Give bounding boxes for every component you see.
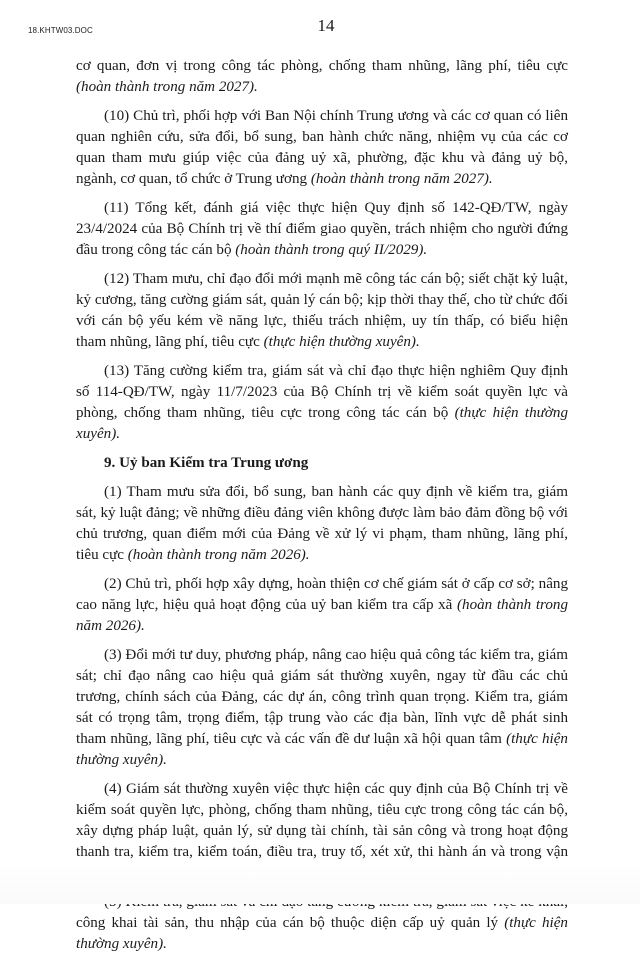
section-paragraph-1: (1) Tham mưu sửa đổi, bổ sung, ban hành các quy định về kiểm tra, giám sát, kỷ luật đảng; về những điều đảng viên không được làm bảo đảm đồng bộ với chủ trương, quan điểm mới của Đảng về xử lý vi phạm, tham nhũng, lãng phí, tiêu cực (hoàn thành trong năm 2026). <box>76 484 568 563</box>
section-paragraph-4: (4) Giám sát thường xuyên việc thực hiện các quy định của Bộ Chính trị về kiểm soát quyền lực, phòng, chống tham nhũng, tiêu cực trong công tác cán bộ, xây dựng pháp luật, quản lý, sử dụng tài chính, tài sản công và trong hoạt động thanh tra, kiểm tra, kiểm toán, điều tra, truy tố, xét xử, thi hành án và trong vận <box>76 781 568 860</box>
paragraph-item-12: (12) Tham mưu, chỉ đạo đổi mới mạnh mẽ công tác cán bộ; siết chặt kỷ luật, kỷ cương, tăng cường giám sát, quản lý cán bộ; kịp thời thay thế, cho từ chức đối với cán bộ yếu kém về năng lực, thiếu trách nhiệm, uy tín thấp, có biểu hiện tham nhũng, lãng phí, tiêu cực (thực hiện thường xuyên). <box>76 271 568 350</box>
paragraph-item-13: (13) Tăng cường kiểm tra, giám sát và chỉ đạo thực hiện nghiêm Quy định số 114-QĐ/TW, ngày 11/7/2023 của Bộ Chính trị về kiểm soát quyền lực và phòng, chống tham nhũng, tiêu cực trong công tác cán bộ (thực hiện thường xuyên). <box>76 363 568 442</box>
section-paragraph-3: (3) Đổi mới tư duy, phương pháp, nâng cao hiệu quả công tác kiểm tra, giám sát; chỉ đạo nâng cao hiệu quả giám sát thường xuyên, ngay từ đầu các chủ trương, chính sách của Đảng, các dự án, công trình quan trọng. Kiểm tra, giám sát có trọng tâm, trọng điểm, tập trung vào các địa bàn, lĩnh vực dễ phát sinh tham nhũng, lãng phí, tiêu cực và các vấn đề dư luận xã hội quan tâm (thực hiện thường xuyên). <box>76 647 568 768</box>
paragraph-continuation: cơ quan, đơn vị trong công tác phòng, chống tham nhũng, lãng phí, tiêu cực (hoàn thành trong năm 2027). <box>76 58 568 95</box>
page-bottom-shade <box>0 864 640 904</box>
paragraph-item-11: (11) Tổng kết, đánh giá việc thực hiện Quy định số 142-QĐ/TW, ngày 23/4/2024 của Bộ Chính trị về thí điểm giao quyền, trách nhiệm cho người đứng đầu trong công tác cán bộ (hoàn thành trong quý II/2029). <box>76 200 568 258</box>
document-body <box>76 56 568 955</box>
section-paragraph-5: công khai tài sản, thu nhập của cán bộ thuộc diện cấp uỷ quản lý (thực hiện thường xuyên). <box>76 915 568 952</box>
section-paragraph-2: (2) Chủ trì, phối hợp xây dựng, hoàn thiện cơ chế giám sát ở cấp cơ sở; nâng cao năng lực, hiệu quả hoạt động của uỷ ban kiểm tra cấp xã (hoàn thành trong năm 2026). <box>76 576 568 634</box>
file-label: 18.KHTW03.DOC <box>28 26 93 35</box>
section-heading: 9. Uỷ ban Kiểm tra Trung ương <box>104 455 309 471</box>
page-number: 14 <box>317 16 335 35</box>
paragraph-item-10: (10) Chủ trì, phối hợp với Ban Nội chính Trung ương và các cơ quan có liên quan nghiên cứu, sửa đổi, bổ sung, ban hành chức năng, nhiệm vụ của các cơ quan tham mưu giúp việc của đảng uỷ xã, phường, đặc khu và đảng uỷ bộ, ngành, cơ quan, tổ chức ở Trung ương (hoàn thành trong năm 2027). <box>76 108 568 187</box>
